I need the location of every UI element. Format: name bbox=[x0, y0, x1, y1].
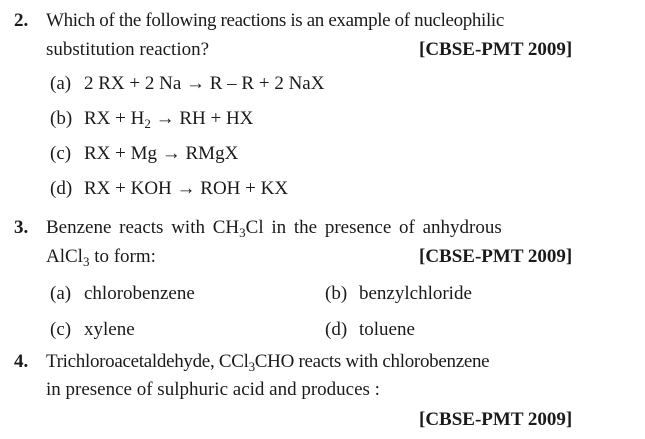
subscript: 3 bbox=[239, 225, 246, 240]
option-label: (d) bbox=[50, 178, 73, 199]
option-c bbox=[50, 318, 135, 342]
option-text: → RH + HX bbox=[150, 108, 254, 129]
question-text-line: Benzene reacts with $CH_3Cl$ in the presence of anhydrous bbox=[46, 217, 502, 240]
option-c bbox=[50, 142, 238, 166]
option-label: (b) bbox=[50, 108, 73, 129]
question-text-line: Which of the following reactions is an example of nucleophilic bbox=[46, 10, 504, 31]
source-citation: [CBSE-PMT 2009] bbox=[419, 246, 573, 267]
option-b bbox=[50, 107, 253, 131]
option-a bbox=[50, 282, 195, 306]
option-text: RX + Mg → RMgX bbox=[84, 143, 239, 164]
option-text: RX + H bbox=[84, 108, 145, 129]
option-label: (d) bbox=[325, 319, 348, 340]
option-label: (b) bbox=[325, 283, 348, 304]
source-citation: [CBSE-PMT 2009] bbox=[419, 39, 573, 60]
question-number: 3. bbox=[14, 217, 29, 238]
option-label: (c) bbox=[50, 143, 72, 164]
question-text-line: Trichloroacetaldehyde, CCl$_3$CHO reacts with chlorobenzene bbox=[46, 351, 490, 374]
option-text: 2 RX + 2 Na → R – R + 2 NaX bbox=[84, 73, 325, 94]
option-text: xylene bbox=[84, 319, 135, 340]
subscript: 3 bbox=[248, 359, 255, 374]
question-text-line: AlCl$_3$ to form: bbox=[46, 246, 156, 269]
option-text: chlorobenzene bbox=[84, 283, 195, 304]
question-text-line: substitution reaction? bbox=[46, 39, 210, 60]
question-text-line: in presence of sulphuric acid and produces : bbox=[46, 379, 380, 400]
subscript: 2 bbox=[144, 116, 151, 131]
option-label: (c) bbox=[50, 319, 72, 340]
question-number: 2. bbox=[14, 10, 29, 31]
option-text: RX + KOH → ROH + KX bbox=[84, 178, 289, 199]
question-number: 4. bbox=[14, 351, 29, 372]
option-label: (a) bbox=[50, 283, 72, 304]
option-a bbox=[50, 72, 324, 96]
option-label: (a) bbox=[50, 73, 72, 94]
source-citation: [CBSE-PMT 2009] bbox=[419, 409, 573, 430]
option-d bbox=[325, 318, 415, 342]
subscript: 3 bbox=[82, 254, 90, 269]
option-d bbox=[50, 177, 288, 201]
option-b bbox=[325, 282, 472, 306]
option-text: toluene bbox=[359, 319, 415, 340]
option-text: benzylchloride bbox=[359, 283, 472, 304]
